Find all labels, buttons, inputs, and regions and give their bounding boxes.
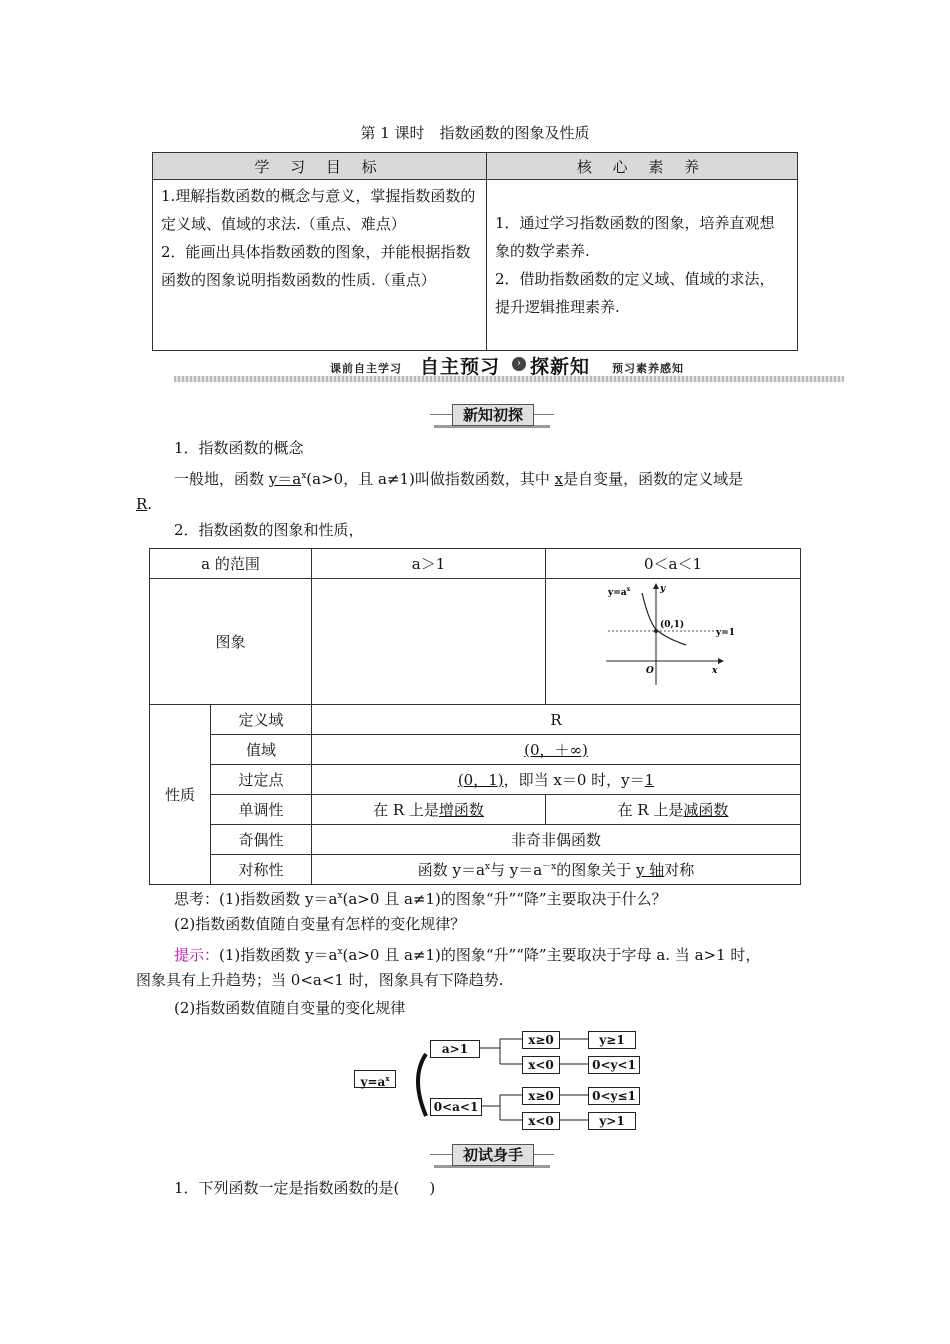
flow-x-lt-0: x<0 <box>522 1056 560 1074</box>
page-title: 第 1 课时 指数函数的图象及性质 <box>360 124 590 142</box>
header-a-lt-1: 0＜a＜1 <box>546 549 801 579</box>
concept-definition: 一般地，函数 $y=a^x(a>0$，且 a≠1)叫做指数函数，其中 x是自变量，函数的定义域是 <box>174 470 744 488</box>
prop-symmetry-name: 对称性 <box>211 855 312 885</box>
variation-flow-diagram <box>350 1026 650 1146</box>
literacy-text: 1．通过学习指数函数的图象，培养直观想象的数学素养. 2．借助指数函数的定义域、值域的求法，提升逻辑推理素养. <box>487 180 798 351</box>
flow-y-ge-1: y≥1 <box>588 1031 636 1049</box>
prop-parity-value: 非奇非偶函数 <box>312 825 801 855</box>
objectives-header: 学 习 目 标 <box>153 153 487 180</box>
flow-x-ge-0: x≥0 <box>522 1031 560 1049</box>
prop-fixed-point-name: 过定点 <box>211 765 312 795</box>
banner-right-caption: 预习素养感知 <box>612 362 684 375</box>
property-label: 性质 <box>150 705 211 885</box>
think-question-2: (2)指数函数值随自变量有怎样的变化规律？ <box>174 915 466 933</box>
properties-table <box>149 548 801 885</box>
literacy-header: 核 心 素 养 <box>487 153 798 180</box>
graph-point-label: (0,1) <box>660 620 685 630</box>
prop-symmetry-value: 函数 $y=a^x$与 $y=a^{-x}$的图象关于 y 轴对称 <box>312 855 801 885</box>
hint-1: 提示：(1)指数函数 $y=a^x(a>0$ 且 a≠1)的图象“升”“降”主要取决于字母 a. 当 a>1 时， <box>174 946 761 964</box>
banner-title-2: 探新知 <box>530 356 591 378</box>
decreasing-exponential-graph <box>606 581 736 693</box>
graph-cell-empty <box>312 579 546 705</box>
hint-2: (2)指数函数值随自变量的变化规律 <box>174 999 406 1017</box>
banner-title-1: 自主预习 <box>420 356 501 378</box>
banner-left-caption: 课前自主学习 <box>330 362 402 375</box>
graph-heading: 2．指数函数的图象和性质， <box>174 521 364 539</box>
graph-cell-decreasing <box>546 579 801 705</box>
graph-y1-label: y=1 <box>716 628 736 638</box>
graph-x-label: x <box>712 666 718 676</box>
prop-monotonic-increasing: 在 R 上是增函数 <box>312 795 546 825</box>
concept-heading: 1．指数函数的概念 <box>174 439 304 457</box>
prop-range-name: 值域 <box>211 735 312 765</box>
flow-x-ge-0-2: x≥0 <box>522 1087 560 1105</box>
flow-x-lt-0-2: x<0 <box>522 1112 560 1130</box>
flow-y-between-0-le-1: 0<y≤1 <box>588 1087 640 1105</box>
flow-a-lt-1: 0<a<1 <box>430 1098 482 1116</box>
arrow-icon: › <box>512 357 526 371</box>
flow-a-gt-1: a>1 <box>430 1040 480 1058</box>
graph-fn-label: $y=a^x$ <box>608 586 631 598</box>
prop-domain-name: 定义域 <box>211 705 312 735</box>
think-question-1: 思考：(1)指数函数 $y=a^x(a>0$ 且 a≠1)的图象“升”“降”主要取决于什么？ <box>174 890 667 908</box>
header-a-gt-1: a＞1 <box>312 549 546 579</box>
question-1: 1．下列函数一定是指数函数的是( ) <box>174 1179 436 1197</box>
prop-fixed-point-value: (0，1)，即当 x＝0 时，y＝1 <box>312 765 801 795</box>
graph-row-label: 图象 <box>150 579 312 705</box>
banner-divider <box>174 376 844 382</box>
prop-monotonic-decreasing: 在 R 上是减函数 <box>546 795 801 825</box>
header-range: a 的范围 <box>150 549 312 579</box>
flow-root: $y=a^x$ <box>354 1070 396 1088</box>
prop-parity-name: 奇偶性 <box>211 825 312 855</box>
graph-origin-label: O <box>646 666 654 676</box>
prop-monotonic-name: 单调性 <box>211 795 312 825</box>
domain-answer: R. <box>136 495 153 513</box>
graph-y-label: y <box>660 584 666 594</box>
objectives-table <box>152 152 798 351</box>
prop-range-value: (0，＋∞) <box>312 735 801 765</box>
section-label-try-it: 初试身手 <box>430 1144 554 1166</box>
hint-1-continued: 图象具有上升趋势；当 0<a<1 时，图象具有下降趋势. <box>136 971 504 989</box>
section-banner <box>174 352 844 386</box>
section-label-new-knowledge: 新知初探 <box>430 404 554 426</box>
flow-y-between-0-1: 0<y<1 <box>588 1056 640 1074</box>
prop-domain-value: R <box>312 705 801 735</box>
flow-y-gt-1: y>1 <box>588 1112 636 1130</box>
objectives-text: 1.理解指数函数的概念与意义，掌握指数函数的定义域、值域的求法.（重点、难点） 2．能画出具体指数函数的图象，并能根据指数函数的图象说明指数函数的性质.（重点） <box>153 180 487 351</box>
